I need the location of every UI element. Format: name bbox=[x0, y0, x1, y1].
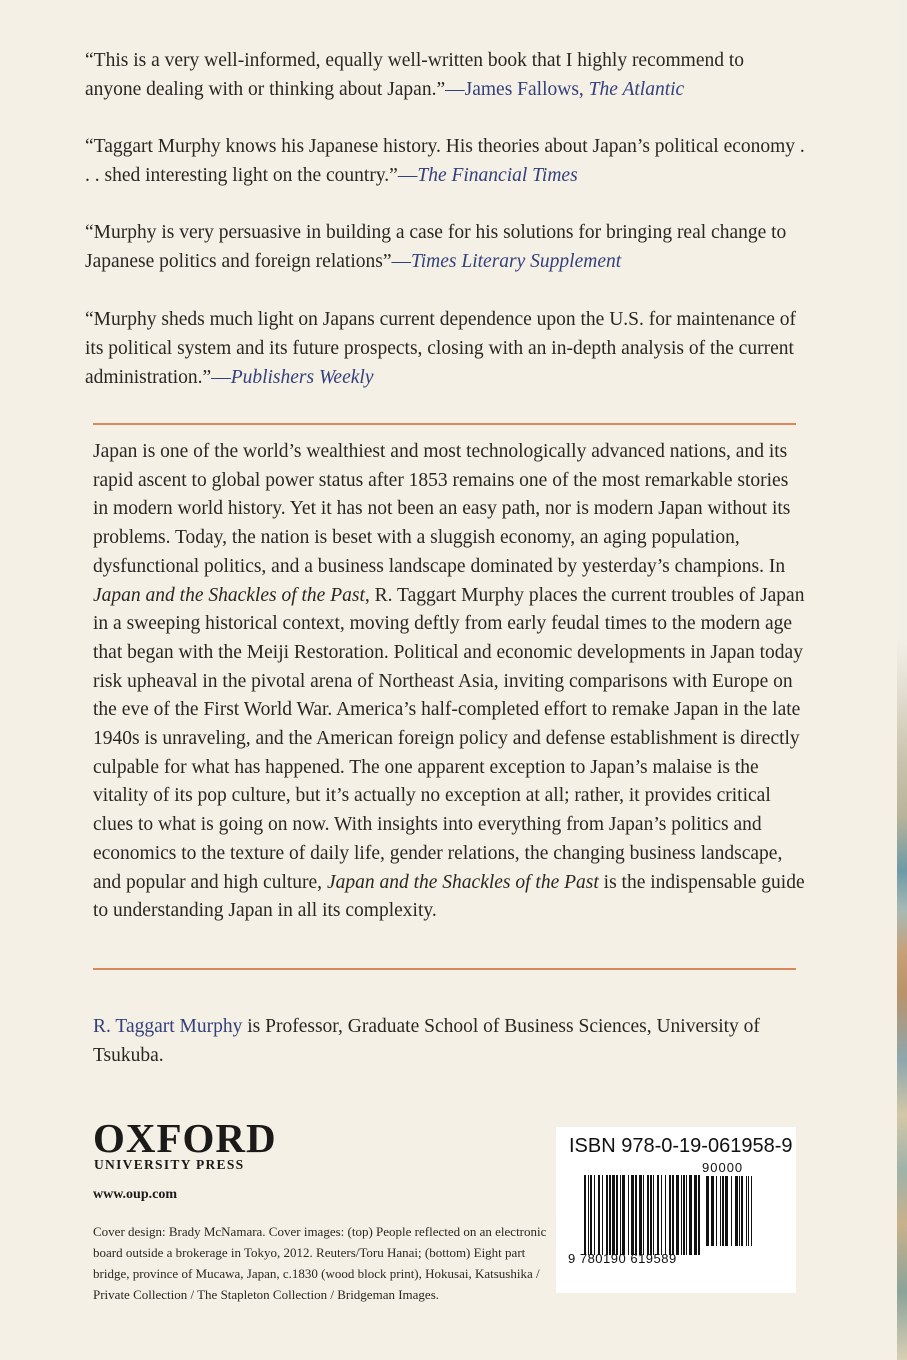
quote-source: —Publishers Weekly bbox=[211, 367, 374, 388]
divider-bottom bbox=[93, 968, 796, 970]
quote-source: —Times Literary Supplement bbox=[391, 251, 622, 272]
price-addon-digits: 90000 bbox=[702, 1160, 744, 1175]
oxford-logo: OXFORD bbox=[93, 1115, 277, 1161]
university-press-label: UNIVERSITY PRESS bbox=[94, 1157, 245, 1172]
front-cover-edge-image bbox=[897, 0, 907, 1360]
book-description: Japan is one of the world’s wealthiest and most technologically advanced nations, and its rapid ascent to global power status after 1853 remains one of the most remarkable stories in modern world history. Yet it has not been an easy path, nor is modern Japan without its problems. Today, the nation is beset with a sluggish economy, an aging population, dysfunctional politics, and a business landscape dominated by yesterday’s champions. In Japan and the Shackles of the Past, R. Taggart Murphy places the current troubles of Japan in a sweeping historical context, moving deftly from early feudal times to the modern age that began with the Meiji Restoration. Political and economic developments in Japan today risk upheaval in the pivotal arena of Northeast Asia, inviting comparisons with Europe on the eve of the First World War. America’s half-completed effort to remake Japan in the late 1940s is unraveling, and the American foreign policy and defense establishment is directly culpable for what has happened. The one apparent exception to Japan’s malaise is the vitality of its pop culture, but it’s actually no exception at all; rather, it provides critical clues to what is going on now. With insights into everything from Japan’s politics and economics to the texture of daily life, gender relations, the changing business landscape, and popular and high culture, Japan and the Shackles of the Past is the indispensable guide to understanding Japan in all its complexity. bbox=[93, 441, 805, 922]
quote-text: “Taggart Murphy knows his Japanese history. His theories about Japan’s political economy . . . shed interesting light on the country.” bbox=[85, 136, 805, 186]
author-bio bbox=[93, 1012, 793, 1070]
author-name: R. Taggart Murphy bbox=[93, 1016, 243, 1037]
quote-text: “Murphy sheds much light on Japans current dependence upon the U.S. for maintenance of its political system and its future prospects, closing with an in-depth analysis of the current administration.” bbox=[85, 309, 797, 388]
publisher-url: www.oup.com bbox=[93, 1187, 178, 1202]
author-description: is Professor, Graduate School of Business Sciences, University of Tsukuba. bbox=[93, 1016, 760, 1066]
barcode-digits: 9 780190 619589 bbox=[568, 1251, 677, 1266]
isbn-number: ISBN 978-0-19-061958-9 bbox=[569, 1135, 793, 1157]
book-title-italic: Japan and the Shackles of the Past bbox=[326, 871, 599, 893]
review-quote-fallows bbox=[85, 46, 805, 104]
review-quote-publishers-weekly bbox=[85, 305, 805, 392]
review-quote-financial-times bbox=[85, 132, 805, 190]
quote-source: —James Fallows, The Atlantic bbox=[445, 79, 685, 100]
divider-top bbox=[93, 423, 796, 425]
quote-source: —The Financial Times bbox=[397, 165, 578, 186]
addon-barcode-icon bbox=[706, 1176, 752, 1246]
quote-text: “This is a very well-informed, equally well-written book that I highly recommend to anyone dealing with or thinking about Japan.” bbox=[85, 50, 745, 100]
review-quote-tls bbox=[85, 218, 805, 276]
quote-text: “Murphy is very persuasive in building a case for his solutions for bringing real change to Japanese politics and foreign relations” bbox=[85, 222, 787, 272]
cover-credits: Cover design: Brady McNamara. Cover images: (top) People reflected on an electronic board outside a brokerage in Tokyo, 2012. Reuters/Toru Hanai; (bottom) Eight part bridge, province of Mucawa, Japan, c.1830 (wood block print), Hokusai, Katsushika / Private Collection / The Stapleton Collection / Bridgeman Images. bbox=[93, 1224, 547, 1302]
barcode-panel bbox=[556, 1127, 796, 1293]
book-title-italic: Japan and the Shackles of the Past bbox=[93, 584, 365, 606]
ean-barcode-icon bbox=[584, 1175, 702, 1255]
